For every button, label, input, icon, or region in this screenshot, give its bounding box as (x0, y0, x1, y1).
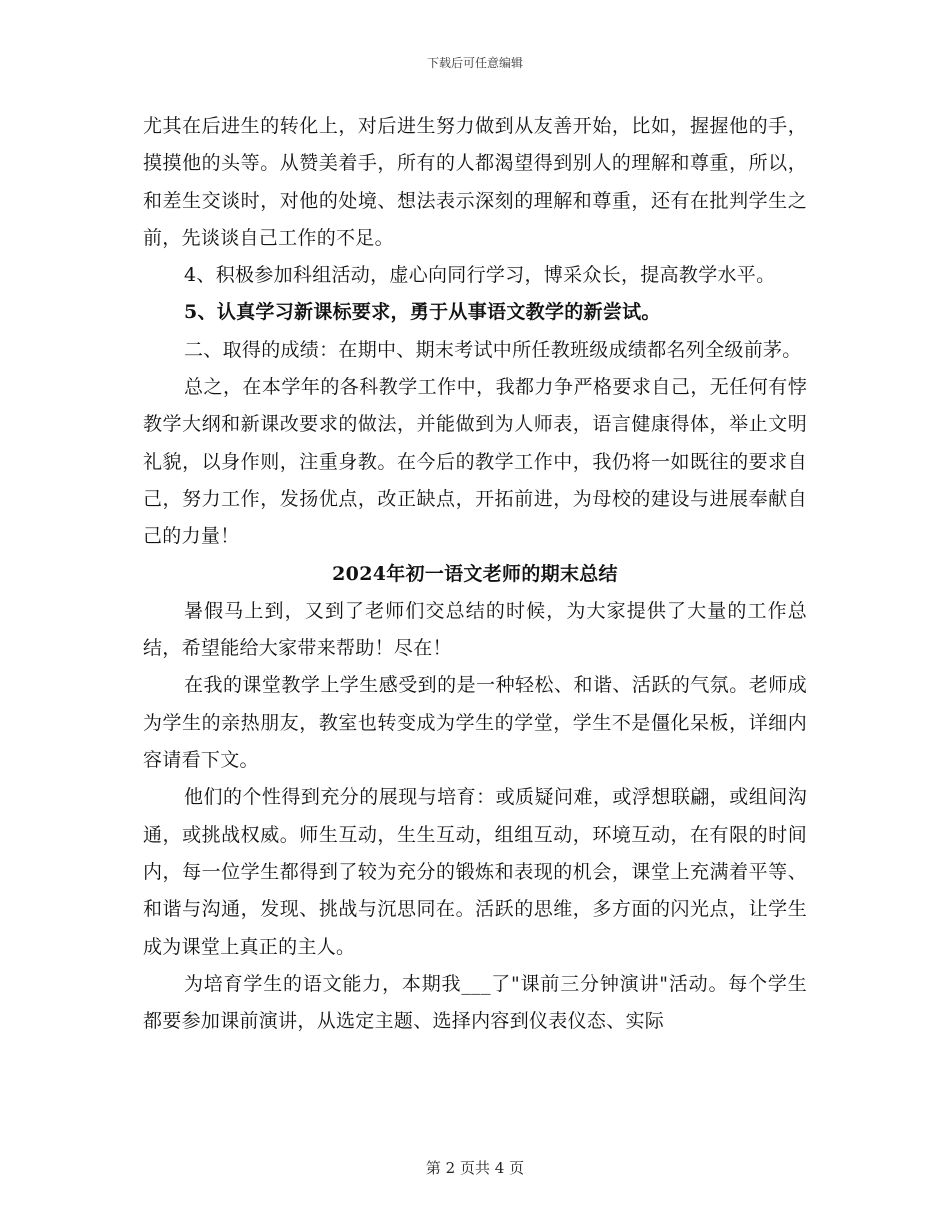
paragraph-item-4: 4、积极参加科组活动，虚心向同行学习，博采众长，提高教学水平。 (184, 264, 776, 287)
paragraph-summary: 总之，在本学年的各科教学工作中，我都力争严格要求自己，无任何有悖教学大纲和新课改要求的做法，并能做到为人师表，语言健康得体，举止文明礼貌，以身作则，注重身教。在今后的教学工作中，我仍将一如既往的要求自己，努力工作，发扬优点，改正缺点，开拓前进，为母校的建设与进展奉献自己的力量！ (143, 376, 807, 548)
page-footer: 第 2 页共 4 页 (425, 1159, 525, 1177)
paragraph-transform-weak-students: 尤其在后进生的转化上，对后进生努力做到从友善开始，比如，握握他的手，摸摸他的头等。从赞美着手，所有的人都渴望得到别人的理解和尊重，所以，和差生交谈时，对他的处境、想法表示深刻的理解和尊重，还有在批判学生之前，先谈谈自己工作的不足。 (143, 115, 807, 249)
document-body (143, 108, 807, 1040)
paragraph-item-5: 5、认真学习新课标要求，勇于从事语文教学的新尝试。 (184, 301, 661, 324)
paragraph-student-development: 他们的个性得到充分的展现与培育：或质疑问难，或浮想联翩，或组间沟通，或挑战权威。师生互动，生生互动，组组互动，环境互动，在有限的时间内，每一位学生都得到了较为充分的锻炼和表现的机会，课堂上充满着平等、和谐与沟通，发现、挑战与沉思同在。活跃的思维，多方面的闪光点，让学生成为课堂上真正的主人。 (143, 786, 807, 958)
paragraph-speech-activity: 为培育学生的语文能力，本期我___了"课前三分钟演讲"活动。每个学生都要参加课前演讲，从选定主题、选择内容到仪表仪态、实际 (143, 972, 807, 1033)
paragraph-achievements: 二、取得的成绩：在期中、期末考试中所任教班级成绩都名列全级前茅。 (184, 338, 802, 361)
paragraph-classroom-atmosphere: 在我的课堂教学上学生感受到的是一种轻松、和谐、活跃的气氛。老师成为学生的亲热朋友，教室也转变成为学生的学堂，学生不是僵化呆板，详细内容请看下文。 (143, 674, 807, 772)
page-header: 下载后可任意编辑 (426, 56, 523, 70)
section-title: 2024年初一语文老师的期末总结 (332, 562, 618, 585)
paragraph-intro: 暑假马上到，又到了老师们交总结的时候，为大家提供了大量的工作总结，希望能给大家带来帮助！尽在！ (143, 599, 807, 660)
